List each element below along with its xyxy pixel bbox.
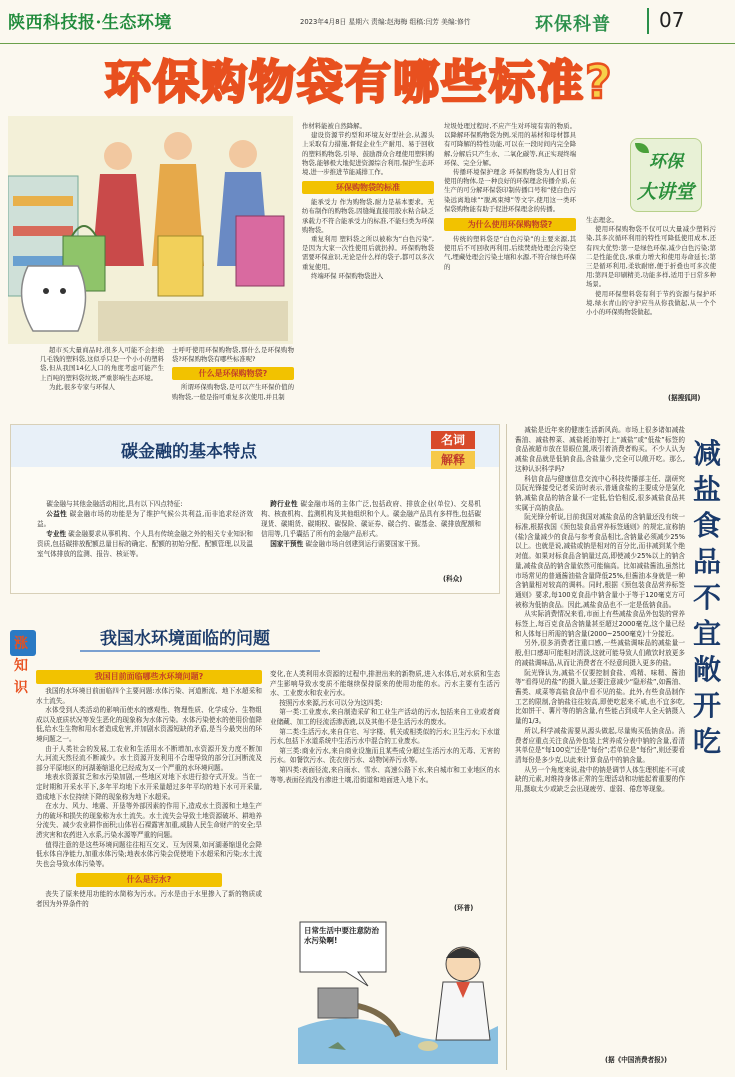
paragraph: 使用环保塑料袋有利于节约资源与保护环境,绿水青山的守护应当从你我做起,从一个个小小的环保购物袋做起。	[586, 289, 716, 317]
paragraph: 值得注意的是这些环境问题往往相互交叉、互为因果,如河湖萎缩退化会降低水体自净能力,加重水体污染;地表水体污染会促使地下水超采和污染;水土流失也会导致水体污染等。	[36, 840, 262, 868]
paragraph: 另外,很多消费者注重口感,一些减盐调味品的减盐量一般,但口感却可能相对清淡,这就可能导致人们敞饮时放更多的减盐调味品,从而让消费者在不经意间摄入更多的盐。	[515, 639, 685, 667]
badge-eco-lecture	[630, 138, 702, 212]
feature-item	[261, 539, 481, 549]
badge-top: 环保	[649, 152, 683, 172]
heading-why-use-eco-bag: 为什么使用环保购物袋?	[444, 218, 576, 231]
feature-head: 跨行业性	[270, 500, 298, 508]
plastic-bag-figure	[22, 266, 86, 331]
article1-col3	[302, 122, 434, 406]
paragraph: 能承受力 作为购物袋,耐力是基本要求。无纺布制作的购物袋,因缝绳直接用胶水粘合缺乏承载力不符合能承受力的标准,不能归类为环保购物袋。	[302, 198, 434, 234]
paragraph: 使用环保购物袋不仅可以大量减少塑料污染,其多次循环利用的特性可降低使用成本,还有四大优势:第一是绿色环保,减少白色污染;第二是性能优良,承重力增大和使用寿命延长;第三是循环利用,柔软耐磨,便于折叠也可多次使用;第四是印刷精美,功能多样,适用于日常多种场景。	[586, 225, 716, 289]
article2-intro: 碳金融与其他金融活动相比,具有以下四点特征:	[46, 500, 183, 508]
paragraph: 水体受到人类活动的影响而使水的感观性、物理性质、化学成分、生物组成以及底质状况等发生恶化的现象称为水体污染。水体污染使水的使用价值降低,给水生生物和用水者造成危害,并加剧水资源短缺的矛盾,是当今最突出的环境问题之一。	[36, 706, 262, 743]
article2-left-col	[37, 499, 253, 589]
paragraph: 第三类:商业污水,来自商业设施而且某些成分超过生活污水的无毒、无害的污水。如餐饮污水、洗衣房污水、动物饲养污水等。	[270, 746, 500, 765]
badge-bottom: 大讲堂	[637, 181, 695, 203]
paragraph: 从另一个角度来说,盐中的钠是调节人体生理机能不可或缺的元素,对维持身体正常的生理活动和功能起着重要的作用,摄取太少或缺乏会出现疲劳、虚弱、倦怠等现象。	[515, 765, 685, 794]
article3-title: 我国水环境面临的问题	[100, 629, 270, 649]
cartoon-man	[436, 947, 490, 1040]
feature-head: 公益性	[46, 510, 68, 518]
knowledge-tag	[10, 630, 36, 702]
glossary-tag-bottom: 解释	[431, 451, 475, 469]
paragraph: 垃圾处理过程时,不应产生对环境有害的物质。以降解环保购物袋为例,采用的基材和母材都具有可降解的特性功能,可以在一段时间内完全降解,分解后只产生水、二氧化碳等,真正实现终端环保、完全分解。	[444, 122, 576, 167]
paragraph: 终端环保 环保购物袋进入	[310, 271, 384, 280]
page-number-text: 07	[659, 8, 685, 32]
paragraph: 减盐是近年来的健康生活新风尚。市场上很多诸如减盐酱油、减盐榨菜、减盐耗油等打上“减盐”或“低盐”标签的食品被超市放在显眼位置,吸引着消费者购买。不少人认为减盐食品就是低钠食品,含盐量少,完全可以敞开吃。那么,这种认识科学吗?	[515, 426, 685, 473]
speech-bubble-text: 日常生活中要注意防治水污染啊!	[304, 926, 379, 945]
heading-what-is-wastewater: 什么是污水?	[76, 873, 222, 887]
glossary-tag-top: 名词	[431, 431, 475, 449]
issue-meta: 2023年4月8日 星期六 责编:赵海梅 组稿:闫芳 美编:修竹	[300, 18, 471, 26]
title-underline	[80, 650, 320, 652]
paragraph: 传统的塑料袋是“白色污染”的主要来源,其使用后不可回收再利用,后续焚烧处理会污染空气,埋藏处理会污染土壤和水源,不符合绿色环保的	[444, 235, 576, 271]
article1-source: (据搜狐网)	[668, 394, 701, 402]
article3-col1	[36, 670, 262, 1068]
feature-item	[37, 509, 253, 529]
paragraph: 士呼吁使用环保购物袋,那什么是环保购物袋?环保购物袋有哪些标准呢?	[172, 346, 294, 364]
feature-head: 国家干预性	[270, 540, 304, 548]
feature-body: 碳金融市场自创建到运行需要国家干预。	[305, 540, 424, 548]
paragraph: 第四类:表面径流,来自雨水、雪水、高速公路下水,来自城市和工业地区的水等等,表面径流没有渗进土壤,沿街道和地面进入地下水。	[270, 765, 500, 784]
article4-source: (据《中国消费者报》)	[605, 1056, 668, 1064]
feature-item	[37, 529, 253, 559]
paragraph: 我国的水环境目前面临四个主要问题:水体污染、河道断流、地下水超采和水土流失。	[36, 687, 262, 705]
feature-body: 碳金融要求从事机构、个人具有传统金融之外的相关专业知识和资质,包括碳排放配额总量目标的确定、配额的初始分配、配额管理,以及温室气体排放的监测、报告、核证等。	[37, 530, 253, 558]
article2-source: (科众)	[443, 575, 463, 583]
article1-col2	[172, 346, 294, 406]
feature-head: 专业性	[46, 530, 67, 538]
paragraph: 重复利用 塑料袋之所以被称为“白色污染”,是因为大家一次性使用后就扔掉。环保购物袋需要环保意识,无论是什么样的袋子,都可以多次重复使用。	[302, 235, 434, 271]
article-carbon-finance	[10, 424, 500, 594]
article-low-salt	[506, 424, 728, 1070]
article1-col5	[586, 216, 716, 396]
section-name: 环保科普	[535, 14, 611, 35]
article1-col1	[40, 346, 164, 406]
paragraph: 丧失了原来使用功能的水简称为污水。污水是由于水里掺入了新的物质或者因为外界条件的	[36, 890, 262, 908]
knowledge-tag-text: 涨知识	[14, 636, 28, 696]
paragraph: 超市买大量商品时,很多人可能不会拒绝几毛钱的塑料袋,这似乎只是一个小小的塑料袋,但从我国14亿人口的角度考虑可能产生上百吨的塑料袋垃圾,严重影响生态环境。	[40, 346, 164, 382]
paragraph: 变化,在人类利用水资源的过程中,排泄出来的新物质,进入水体后,对水质和生态产生影响导致水变质不能继续保持原来的使用功能的水。污水主要有生活污水、工业废水和农业污水。	[270, 670, 500, 698]
heading-water-problems: 我国目前面临哪些水环境问题?	[36, 670, 262, 684]
paragraph: 按照污水来源,污水可以分为这四类:	[279, 698, 383, 707]
paragraph: 在水力、风力、地震、开垦等外部因素的作用下,造成水土资源和土地生产力的破坏和损失的现象称为水土流失。水土流失会导致土地资源破坏、耕地养分流失、减少农业耕作面积;山体岩石裸露害加重,威胁人民生命财产的安全;旱涝灾害和农药进入水系,污染水源等严重的问题。	[36, 802, 262, 839]
paragraph: 作材料能被自然降解。	[302, 122, 366, 130]
article4-title: 减盐食品不宜敞开吃	[692, 437, 721, 758]
water-pollution-cartoon	[298, 918, 498, 1064]
article1-title: 环保购物袋有哪些标准?	[105, 55, 614, 109]
article4-body	[515, 426, 685, 1046]
paragraph: 阮光锋分析说,目前我国对减盐食品的含钠量还没有统一标准,根据我国《预包装食品营养标签通则》的规定,宣称钠(盐)含量减少的食品与参考食品相比,含钠量必须减少25%以上。也就是说,减盐或钠是相对的百分比,而非减到某个绝对值。如果对标食品含钠量过高,即使减少25%以上的钠含量,减盐食品的钠含量依然可能偏高。比如减盐酱油,虽然比市场常见的普通酱油盐含量降低25%,但酱油本身就是一种含钠量相对较高的调料。同时,根据《预包装食品营养标签通则》要求,每100克食品中钠含量小于等于120毫克方可被称为低钠食品。因此,减盐食品也不一定是低钠食品。	[515, 513, 685, 609]
article-shopping-bag	[0, 46, 735, 406]
page-header	[0, 0, 735, 44]
paragraph: 从实际消费情况来看,市面上有些减盐食品外包装的营养标签上,每百克食品含钠量甚至超过2000毫克,这个量已经和人体每日所需的钠含量(2000~2500毫克)十分接近。	[515, 610, 685, 638]
speech-bubble	[300, 922, 386, 986]
article2-title: 碳金融的基本特点	[121, 442, 257, 462]
feature-body: 碳金融市场的功能是为了维护气候公共利益,而非追求经济效益。	[37, 510, 253, 528]
paragraph: 第二类:生活污水,来自住宅、写字楼、机关或相类似的污水;卫生污水;下水道污水,包括下水道系统中生活污水中混合的工业废水。	[270, 727, 500, 746]
heading-what-is-eco-bag: 什么是环保购物袋?	[172, 367, 294, 380]
paragraph: 阮光锋认为,减盐不仅要控制食盐、鸡精、味精、酱油等“看得见的盐”的摄入量,还要注意减少“隐形盐”,如酱油、酱类、咸菜等高盐食品中看不见的盐。此外,有些食品制作工艺的限制,含钠盐往往较高,即使吃起来不咸,也不宜多吃,比如饼干、薯片等的钠含量,有些能占到成年人全天钠摄入量的1/3。	[515, 668, 685, 726]
paragraph: 为此,很多专家与环保人	[48, 382, 115, 391]
glossary-tag	[431, 431, 475, 471]
article-water-environment	[8, 606, 502, 1068]
feature-item	[261, 499, 481, 539]
badge-leaf-icon	[635, 143, 649, 153]
paragraph: 地表水资源贫乏和水污染加剧,一些地区对地下水进行掠夺式开发。当在一定时期和开采水平下,多年平均地下水开采量超过多年平均的地下水可开采量,造成地下水位持续下降的现象称为地下水超采。	[36, 773, 262, 801]
paragraph: 所以,科学减盐需要从源头做起,尽量购买低钠食品。消费者应重点关注食品外包装上营养成分表中钠的含量,看清其单位是“每100克”还是“每份”;若单位是“每份”,则还要看清每份是多少克,以此来计算食品中的钠含量。	[515, 726, 685, 764]
page-number	[647, 8, 727, 34]
paragraph: 所谓环保购物袋,是可以产生环保价值的购物袋,一般是指可重复多次使用,并且制	[172, 383, 294, 401]
shopping-bags-illustration	[8, 116, 293, 344]
masthead-title: 陕西科技报·生态环境	[8, 13, 172, 33]
article3-source: (环普)	[454, 904, 474, 912]
paragraph: 由于人类社会的发展,工农业和生活用水不断增加,水资源开发力度不断加大,河流天然径流不断减少。水土资源开发利用不合理导致的部分江河断流及部分平原地区的河湖萎缩退化已经成为又一个严重的水环境问题。	[36, 744, 262, 772]
article1-title-graphic	[95, 52, 615, 110]
article3-col2	[270, 670, 500, 906]
paragraph: 第一类:工业废水,来自制造采矿和工业生产活动的污水,包括来自工业或者商业储藏、加工的径流活渗沥液,以及其他不是生活污水的废水。	[270, 708, 500, 726]
paragraph: 生态理念。	[586, 216, 618, 224]
paragraph: 建设资源节约型和环境友好型社会,从源头上采取有力措施,督促企业生产耐用、易于回收的塑料购物袋,引导、鼓励群众合理使用塑料购物袋,能够极大地促进资源综合利用,保护生态环境,进一步推进节能减排工作。	[302, 131, 434, 177]
feature-body: 碳金融市场的主体广泛,包括政府、排放企业(单位)、交易机构、核查机构、监测机构及其他组织和个人。碳金融产品具有多样性,包括碳现货、碳期货、碳期权、碳保险、碳证券、碳合约、碳基金、碳排放配额和信用等,几乎囊括了所有的金融产品形式。	[261, 500, 481, 538]
paragraph: 科信食品与健康信息交流中心科技传播部主任、副研究员阮光锋接受记者采访时表示,普通食盐的主要成分是氯化钠,减盐食品的钠含量不一定低,恰恰相反,很多减盐食品其实属于高钠食品。	[515, 474, 685, 512]
article2-title-band	[11, 425, 499, 467]
article1-col4	[444, 122, 576, 406]
paragraph: 传播环境保护理念 环保购物袋为人们日常使用的物体,是一种良好的环保理念传播介质,在生产的可分解环保袋印制传播口号和“使白色污染远离地球”“脱离束缚”等文字,使用这一类环保袋购物能有助于促进环保理念的传播。	[444, 168, 576, 213]
heading-eco-bag-standard: 环保购物袋的标准	[302, 181, 434, 194]
